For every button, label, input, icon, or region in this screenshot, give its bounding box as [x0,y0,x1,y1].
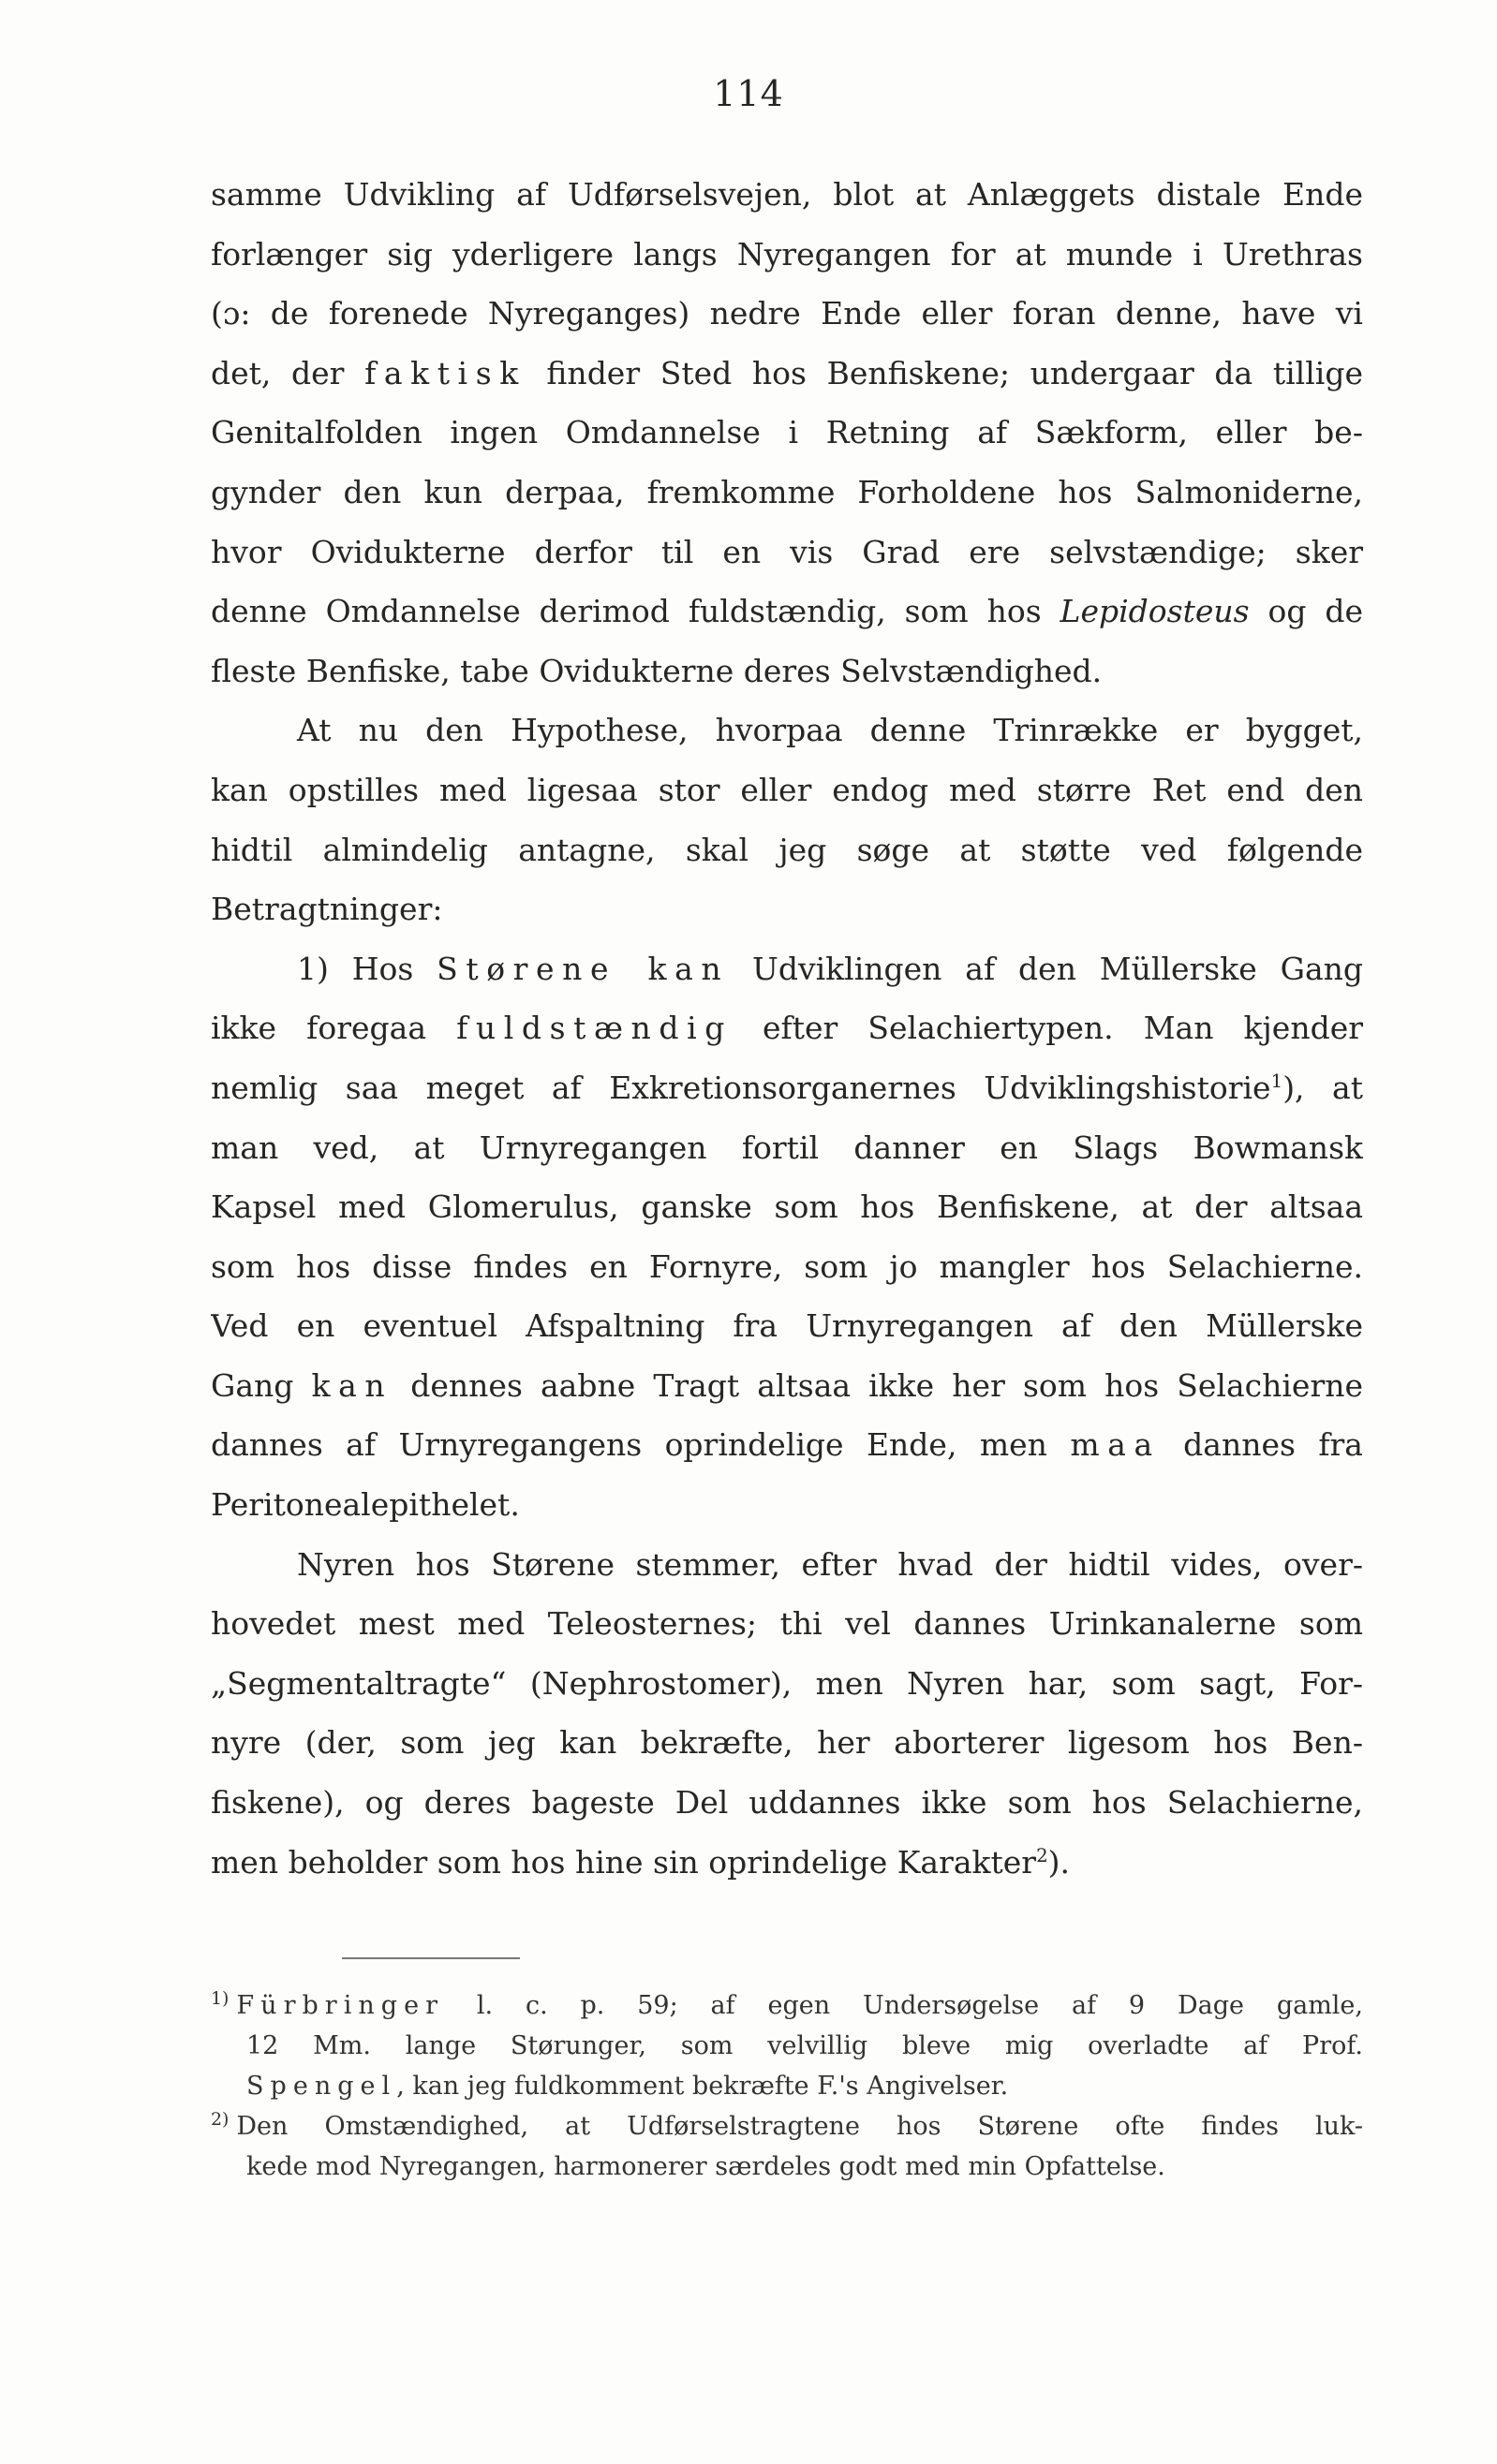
text-run: hidtil almindelig antagne, skal jeg søge at støtte ved følgende [211,831,1363,868]
text-run: Udviklingen af den Müllerske Gang [729,950,1363,987]
text-line [211,284,1363,344]
text-line [211,820,1363,880]
text-line [211,760,1363,820]
text-run: dannes fra [1160,1426,1363,1464]
text-run: Kapsel med Glomerulus, ganske som hos Benfiskene, at der altsaa [211,1188,1363,1226]
text-line [211,1773,1363,1833]
text-run: „Segmentaltragte“ (Nephrostomer), men Nyren har, som sagt, For- [211,1664,1363,1702]
text-line [211,523,1363,583]
text-run: Nyren hos Størene stemmer, efter hvad der hidtil vides, over- [297,1545,1363,1583]
text-line [211,463,1363,523]
spaced-emphasis: faktisk [364,354,526,391]
text-run: ikke foregaa [211,1010,457,1047]
footnotes [211,1985,1363,2187]
text-line [211,1833,1363,1893]
spaced-emphasis: Fürbringer [236,1991,445,2020]
spaced-emphasis: kan [311,1366,393,1404]
text-run: og de [1249,593,1363,630]
text-run: kan opstilles med ligesaa stor eller endog med større Ret end den [211,771,1363,808]
text-run: (ɔ: de forenede Nyreganges) nedre Ende eller foran denne, have vi [211,295,1363,332]
footnote-number: 2 [211,2109,223,2130]
text-run: ). [1047,1843,1071,1881]
text-line [211,1415,1363,1475]
text-run: Betragtninger: [211,891,443,928]
text-run: nyre (der, som jeg kan bekræfte, her aborterer ligesom hos Ben- [211,1724,1363,1762]
footnote [211,1985,1363,2106]
text-run: man ved, at Urnyregangen fortil danner en Slags Bowmansk [211,1129,1363,1166]
footnote-line [211,2026,1363,2066]
text-line [211,1654,1363,1714]
body-text [211,165,1363,1892]
text-run: At nu den Hypothese, hvorpaa denne Trinrække er bygget, [297,712,1363,749]
text-run: hvor Ovidukterne derfor til en vis Grad ere selvstændige; sker [211,533,1363,570]
text-run: fleste Benfiske, tabe Ovidukterne deres Selvstændighed. [211,652,1103,689]
text-run: efter Selachiertypen. Man kjender [732,1010,1363,1047]
text-run: men beholder som hos hine sin oprindelige Karakter [211,1843,1037,1881]
text-line [211,1296,1363,1356]
text-line [211,879,1363,939]
text-line [211,165,1363,225]
text-run: 12 Mm. lange Størunger, som velvillig bleve mig overladte af Prof. [246,2031,1363,2060]
spaced-emphasis: Spengel [246,2072,397,2101]
paragraph [211,939,1363,1535]
text-run: dannes af Urnyregangens oprindelige Ende, men [211,1426,1071,1464]
text-line [211,1058,1363,1118]
text-line [211,1118,1363,1178]
text-run: kede mod Nyregangen, harmonerer særdeles godt med min Opfattelse. [246,2152,1165,2181]
text-run: finder Sted hos Benfiskene; undergaar da tillige [526,354,1363,391]
footnote-divider [342,1957,520,1959]
footnote-mark: 1) [211,1988,230,2009]
text-run: denne Omdannelse derimod fuldstændig, som hos [211,593,1060,630]
text-line [211,1594,1363,1654]
text-line [211,701,1363,760]
text-run: Ved en eventuel Afspaltning fra Urnyregangen af den Müllerske [211,1307,1363,1345]
text-run: fiskene), og deres bageste Del uddannes ikke som hos Selachierne, [211,1784,1363,1822]
paragraph [211,165,1363,701]
footnote-line [211,2066,1363,2106]
text-line [211,1475,1363,1535]
text-run: l. c. p. 59; af egen Undersøgelse af 9 Dage gamle, [444,1991,1363,2020]
text-run: Gang [211,1366,312,1404]
footnote-number: 1 [211,1988,223,2009]
paragraph [211,1535,1363,1893]
text-run: 1) Hos [297,950,437,987]
footnote-mark: 2) [211,2109,230,2130]
italic-term: Lepidosteus [1060,593,1250,630]
text-run: det, der [211,354,365,391]
text-line [211,1177,1363,1237]
text-line [211,998,1363,1058]
text-run: Peritonealepithelet. [211,1486,520,1524]
text-run: forlænger sig yderligere langs Nyregangen for at munde i Urethras [211,235,1363,273]
spaced-emphasis: fuldstændig [456,1010,733,1047]
footnote-ref: 1 [1270,1070,1283,1092]
text-line [211,403,1363,463]
paragraph [211,701,1363,938]
text-run: gynder den kun derpaa, fremkomme Forholdene hos Salmoniderne, [211,473,1363,510]
footnote-ref: 2 [1036,1844,1048,1866]
text-line [211,225,1363,285]
text-run: Genitalfolden ingen Omdannelse i Retning af Sækform, eller be- [211,414,1363,451]
text-line [211,1713,1363,1773]
text-run: ), at [1282,1069,1363,1106]
footnote-line [211,2106,1363,2147]
text-line [211,1535,1363,1595]
text-run: som hos disse findes en Fornyre, som jo mangler hos Selachierne. [211,1247,1363,1285]
text-line [211,642,1363,701]
footnote-line [211,2147,1363,2187]
text-run: Den Omstændighed, at Udførselstragtene hos Størene ofte findes luk- [236,2112,1363,2141]
text-run: nemlig saa meget af Exkretionsorganernes Udviklingshistorie [211,1069,1271,1106]
text-line [211,939,1363,999]
text-line [211,344,1363,404]
page-number: 114 [713,73,784,114]
text-run: , kan jeg fuldkomment bekræfte F.'s Angivelser. [396,2072,1009,2101]
text-line [211,582,1363,642]
text-line [211,1356,1363,1416]
spaced-emphasis: maa [1070,1426,1161,1464]
text-run: samme Udvikling af Udførselsvejen, blot at Anlæggets distale Ende [211,176,1363,213]
spaced-emphasis: Størene kan [437,950,730,987]
footnote-line [211,1985,1363,2026]
text-line [211,1237,1363,1297]
text-run: hovedet mest med Teleosternes; thi vel dannes Urinkanalerne som [211,1605,1363,1643]
footnote [211,2106,1363,2187]
text-run: dennes aabne Tragt altsaa ikke her som hos Selachierne [393,1366,1363,1404]
